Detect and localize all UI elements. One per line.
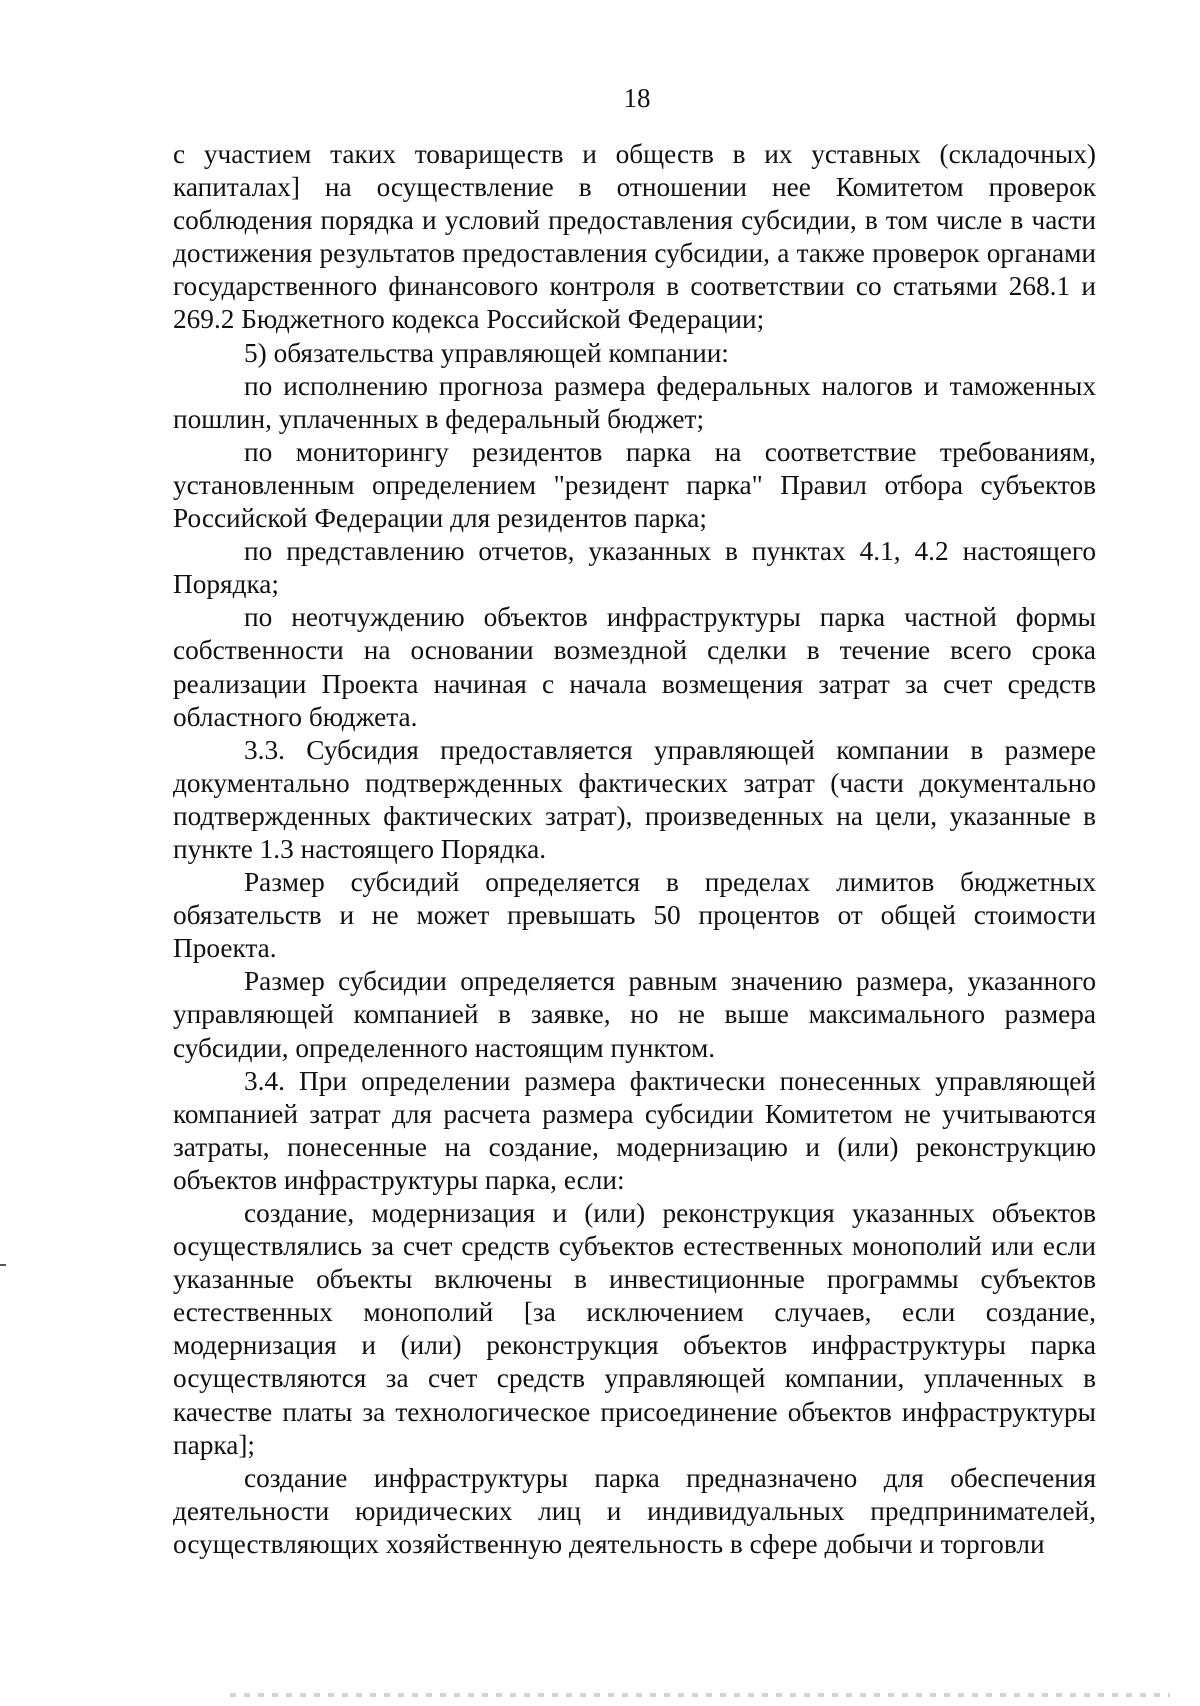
paragraph-continuation: с участием таких товариществ и обществ в их уставных (складочных) капиталах] на осуществление в отношении нее Комитетом проверок соблюдения порядка и условий предоставления субсидии, в том числе в части достижения результатов предоставления субсидии, а также проверок органами государственного финансового контроля в соответствии со статьями 268.1 и 269.2 Бюджетного кодекса Российской Федерации;: [173, 139, 1096, 335]
paragraph-obligations-heading: 5) обязательства управляющей компании:: [244, 337, 729, 368]
page-number: 18: [623, 83, 651, 113]
paragraph-resident-monitoring: по мониторингу резидентов парка на соответствие требованиям, установленным определением "резидент парка" Правил отбора субъектов Российской Федерации для резидентов парка;: [173, 436, 1096, 534]
paragraph-non-alienation: по неотчуждению объектов инфраструктуры парка частной формы собственности на основании возмездной сделки в течение всего срока реализации Проекта начиная с начала возмещения затрат за счет средств областного бюджета.: [173, 602, 1096, 732]
paragraph-subsidy-limits: Размер субсидий определяется в пределах лимитов бюджетных обязательств и не может превышать 50 процентов от общей стоимости Проекта.: [173, 867, 1096, 964]
scan-bottom-artifact: [230, 1693, 1170, 1697]
paragraph-natural-monopolies: создание, модернизация и (или) реконструкция указанных объектов осуществлялись за счет средств субъектов естественных монополий или если указанные объекты включены в инвестиционные программы субъектов естественных монополий [за исключением случаев, если создание, модернизация и (или) реконструкция объектов инфраструктуры парка осуществляются за счет средств управляющей компании, уплаченных в качестве платы за технологическое присоединение объектов инфраструктуры парка];: [173, 1198, 1096, 1460]
paragraph-forecast-taxes: по исполнению прогноза размера федеральных налогов и таможенных пошлин, уплаченных в федеральный бюджет;: [173, 370, 1096, 434]
paragraph-subsidy-amount: Размер субсидии определяется равным значению размера, указанного управляющей компанией в заявке, но не выше максимального размера субсидии, определенного настоящим пунктом.: [173, 966, 1096, 1063]
paragraph-reports: по представлению отчетов, указанных в пунктах 4.1, 4.2 настоящего Порядка;: [173, 536, 1096, 600]
paragraph-infrastructure-purpose: создание инфраструктуры парка предназначено для обеспечения деятельности юридических лиц и индивидуальных предпринимателей, осуществляющих хозяйственную деятельность в сфере добычи и торговли: [173, 1462, 1096, 1559]
paragraph-clause-3-4: 3.4. При определении размера фактически понесенных управляющей компанией затрат для расчета размера субсидии Комитетом не учитываются затраты, понесенные на создание, модернизацию и (или) реконструкцию объектов инфраструктуры парка, если:: [173, 1065, 1096, 1195]
paragraph-clause-3-3: 3.3. Субсидия предоставляется управляющей компании в размере документально подтвержденных фактических затрат (части документально подтвержденных фактических затрат), произведенных на цели, указанные в пункте 1.3 настоящего Порядка.: [173, 734, 1096, 864]
document-body: [173, 138, 1096, 1561]
scan-edge-mark: [0, 1264, 6, 1266]
